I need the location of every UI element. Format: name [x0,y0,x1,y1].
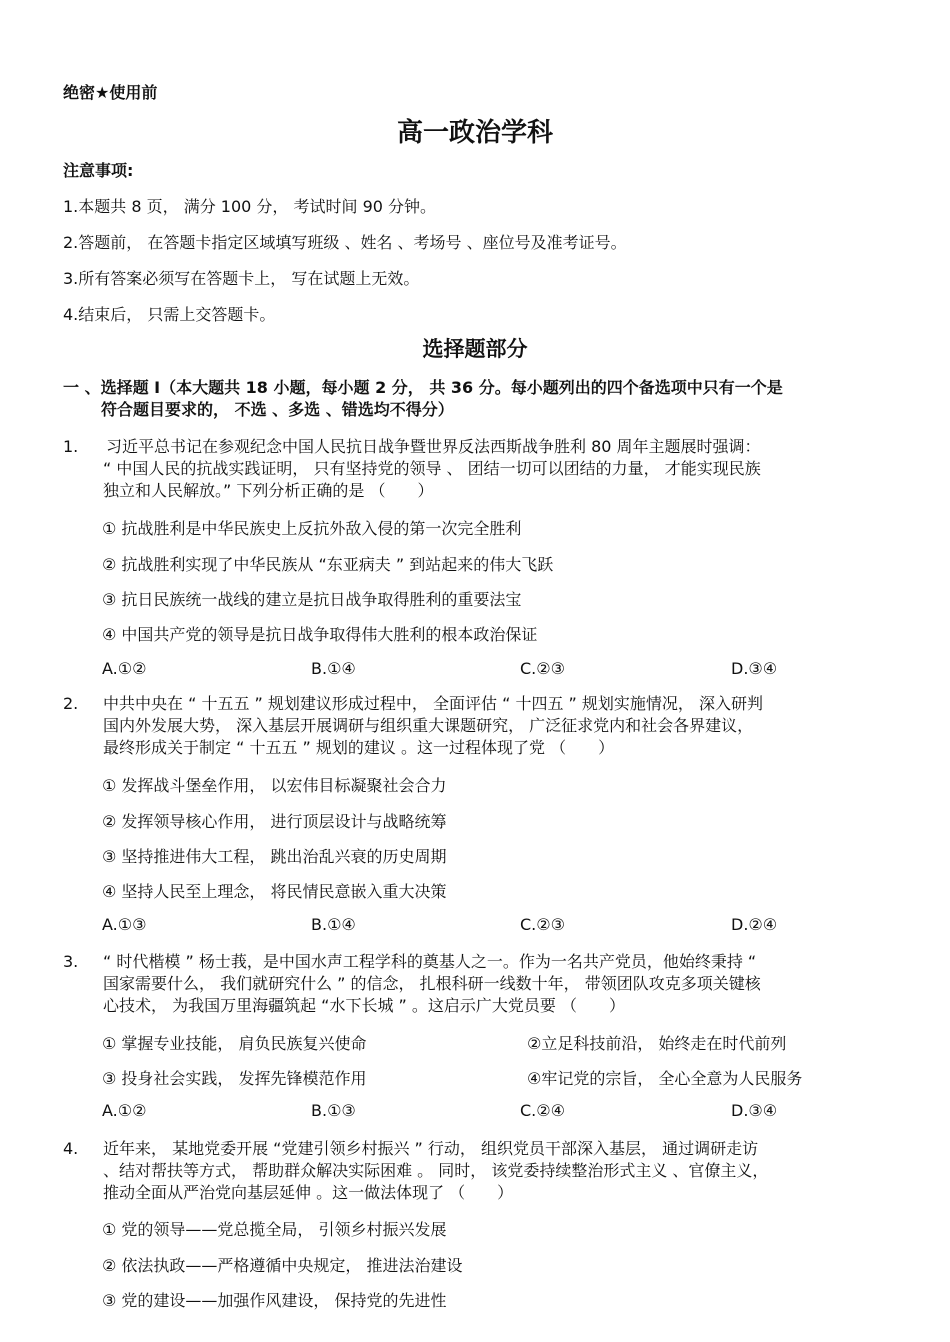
part-heading [63,377,893,421]
statement: ② 发挥领导核心作用， 进行顶层设计与战略统筹 [102,812,447,831]
stem-line: 、结对帮扶等方式， 帮助群众解决实际困难 。 同时， 该党委持续整治形式主义 、官僚主义， [103,1161,769,1180]
answer-option-a[interactable]: A.①③ [102,915,147,934]
notice-item: 2.答题前， 在答题卡指定区域填写班级 、姓名 、考场号 、座位号及准考证号。 [63,233,627,252]
answer-option-b[interactable]: B.①③ [311,1101,356,1120]
statement: ④牢记党的宗旨， 全心全意为人民服务 [527,1069,803,1088]
statement: ② 抗战胜利实现了中华民族从 “东亚病夫 ” 到站起来的伟大飞跃 [102,555,554,574]
answer-option-c[interactable]: C.②③ [520,915,565,934]
stem-line: 近年来， 某地党委开展 “党建引领乡村振兴 ” 行动， 组织党员干部深入基层， 通过调研走访 [103,1139,759,1158]
answer-option-d[interactable]: D.③④ [731,1101,778,1120]
section-title: 选择题部分 [422,337,528,361]
answer-option-c[interactable]: C.②④ [520,1101,565,1120]
notice-item: 4.结束后， 只需上交答题卡。 [63,305,276,324]
question-3 [63,951,893,1017]
question-stem [103,693,893,759]
question-stem [103,951,893,1017]
stem-line: 国家需要什么， 我们就研究什么 ” 的信念， 扎根科研一线数十年， 带领团队攻克多项关键核 [103,974,761,993]
stem-line: 心技术， 为我国万里海疆筑起 “水下长城 ” 。这启示广大党员要 （ ） [103,996,626,1015]
stem-line: 中共中央在 “ 十五五 ” 规划建议形成过程中， 全面评估 “ 十四五 ” 规划实施情况， 深入研判 [103,694,764,713]
question-stem [103,1138,893,1204]
statement: ④ 中国共产党的领导是抗日战争取得伟大胜利的根本政治保证 [102,625,538,644]
statement: ① 掌握专业技能， 肩负民族复兴使命 [102,1034,367,1053]
question-1 [63,436,893,502]
question-2 [63,693,893,759]
answer-option-b[interactable]: B.①④ [311,659,356,678]
question-number: 2. [63,694,79,713]
statement: ③ 抗日民族统一战线的建立是抗日战争取得胜利的重要法宝 [102,590,522,609]
statement: ③ 坚持推进伟大工程， 跳出治乱兴衰的历史周期 [102,847,447,866]
part-heading-line: 一 、选择题 I（本大题共 18 小题，每小题 2 分， 共 36 分。每小题列出的四个备选项中只有一个是 [63,378,783,397]
stem-line: 推动全面从严治党向基层延伸 。这一做法体现了 （ ） [103,1183,514,1202]
stem-line: “ 中国人民的抗战实践证明， 只有坚持党的领导 、 团结一切可以团结的力量， 才能实现民族 [103,459,761,478]
question-stem [103,436,893,502]
notice-item: 1.本题共 8 页， 满分 100 分， 考试时间 90 分钟。 [63,197,437,216]
stem-line: 国内外发展大势， 深入基层开展调研与组织重大课题研究， 广泛征求党内和社会各界建议， [103,716,754,735]
stem-line: 最终形成关于制定 “ 十五五 ” 规划的建议 。这一过程体现了党 （ ） [103,738,615,757]
statement: ② 依法执政——严格遵循中央规定， 推进法治建设 [102,1256,463,1275]
stem-line: 独立和人民解放。” 下列分析正确的是 （ ） [103,481,434,500]
statement: ③ 党的建设——加强作风建设， 保持党的先进性 [102,1291,447,1310]
question-4 [63,1138,893,1204]
question-number: 3. [63,952,79,971]
statement: ① 抗战胜利是中华民族史上反抗外敌入侵的第一次完全胜利 [102,519,522,538]
notice-item: 3.所有答案必须写在答题卡上， 写在试题上无效。 [63,269,420,288]
answer-option-b[interactable]: B.①④ [311,915,356,934]
answer-option-d[interactable]: D.②④ [731,915,778,934]
statement: ① 党的领导——党总揽全局， 引领乡村振兴发展 [102,1220,447,1239]
stem-line: “ 时代楷模 ” 杨士莪，是中国水声工程学科的奠基人之一。作为一名共产党员，他始终秉持 “ [103,952,757,971]
secret-mark: 绝密★使用前 [63,83,158,102]
question-number: 1. [63,437,79,456]
statement: ④ 坚持人民至上理念， 将民情民意嵌入重大决策 [102,882,447,901]
statement: ②立足科技前沿， 始终走在时代前列 [527,1034,787,1053]
answer-option-a[interactable]: A.①② [102,659,147,678]
question-number: 4. [63,1139,79,1158]
notice-heading: 注意事项: [63,161,134,180]
statement: ① 发挥战斗堡垒作用， 以宏伟目标凝聚社会合力 [102,776,447,795]
answer-option-d[interactable]: D.③④ [731,659,778,678]
stem-line: 习近平总书记在参观纪念中国人民抗日战争暨世界反法西斯战争胜利 80 周年主题展时强调： [106,437,761,456]
answer-option-a[interactable]: A.①② [102,1101,147,1120]
part-heading-line: 符合题目要求的， 不选 、多选 、错选均不得分） [101,400,454,419]
answer-option-c[interactable]: C.②③ [520,659,565,678]
page-title: 高一政治学科 [396,118,553,148]
statement: ③ 投身社会实践， 发挥先锋模范作用 [102,1069,367,1088]
